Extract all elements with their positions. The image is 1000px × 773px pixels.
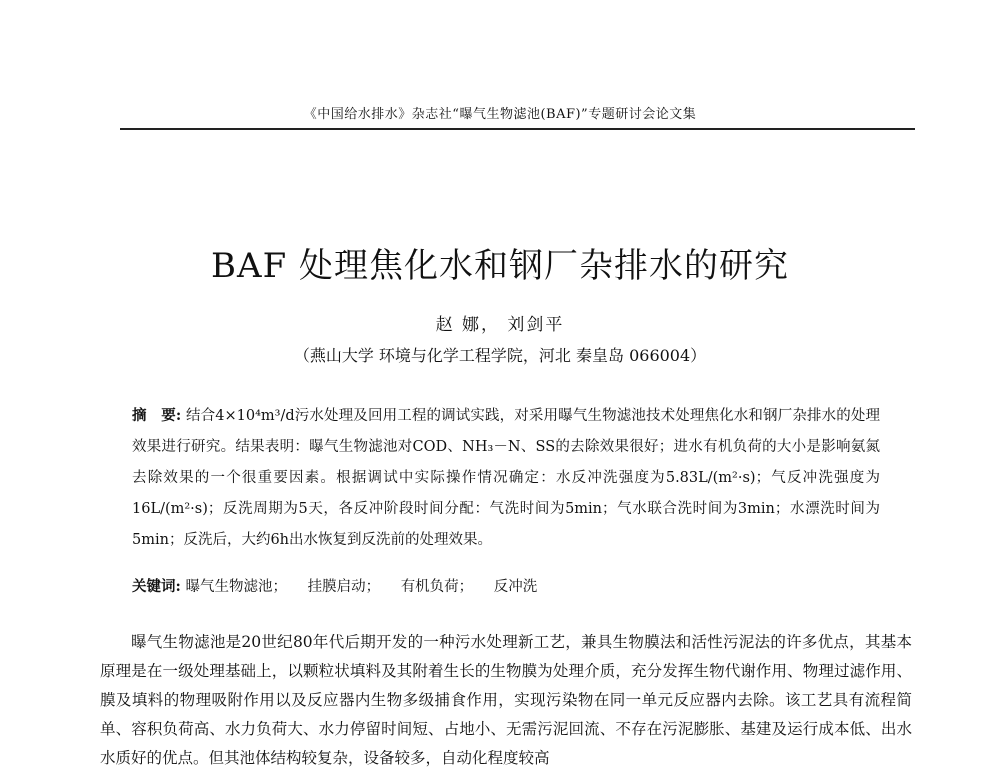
keywords (132, 571, 880, 603)
body-paragraph: 曝气生物滤池是20世纪80年代后期开发的一种污水处理新工艺，兼具生物膜法和活性污泥法的许多优点，其基本原理是在一级处理基础上，以颗粒状填料及其附着生长的生物膜为处理介质，充分发挥生物代谢作用、物理过滤作用、膜及填料的物理吸附作用以及反应器内生物多级捕食作用，实现污染物在同一单元反应器内去除。该工艺具有流程简单、容积负荷高、水力负荷大、水力停留时间短、占地小、无需污泥回流、不存在污泥膨胀、基建及运行成本低、出水水质好的优点。但其池体结构较复杂，设备较多，自动化程度较高 (100, 633, 912, 767)
keyword-item: 有机负荷； (400, 579, 474, 595)
keyword-item: 曝气生物滤池； (185, 579, 287, 595)
paper-affiliation: （燕山大学 环境与化学工程学院，河北 秦皇岛 066004） (293, 346, 707, 365)
abstract-label: 摘 要: (132, 407, 182, 424)
paper-title: BAF 处理焦化水和钢厂杂排水的研究 (211, 246, 789, 286)
keyword-item: 挂膜启动； (307, 579, 381, 595)
running-header: 《中国给水排水》杂志社“曝气生物滤池(BAF)”专题研讨会论文集 (303, 107, 697, 122)
abstract (132, 400, 880, 556)
keywords-label: 关键词: (132, 578, 181, 595)
abstract-text: 结合4×10⁴m³/d污水处理及回用工程的调试实践，对采用曝气生物滤池技术处理焦化水和钢厂杂排水的处理效果进行研究。结果表明：曝气生物滤池对COD、NH₃－N、SS的去除效果很好；进水有机负荷的大小是影响氨氮去除效果的一个很重要因素。根据调试中实际操作情况确定：水反冲洗强度为5.83L/(m²·s)；气反冲洗强度为16L/(m²·s)；反洗周期为5天，各反冲阶段时间分配：气洗时间为5min；气水联合洗时间为3min；水漂洗时间为5min；反洗后，大约6h出水恢复到反洗前的处理效果。 (132, 408, 880, 548)
paper-authors: 赵 娜， 刘剑平 (435, 315, 565, 335)
header-rule (120, 128, 915, 130)
keyword-item: 反冲洗 (493, 579, 538, 595)
